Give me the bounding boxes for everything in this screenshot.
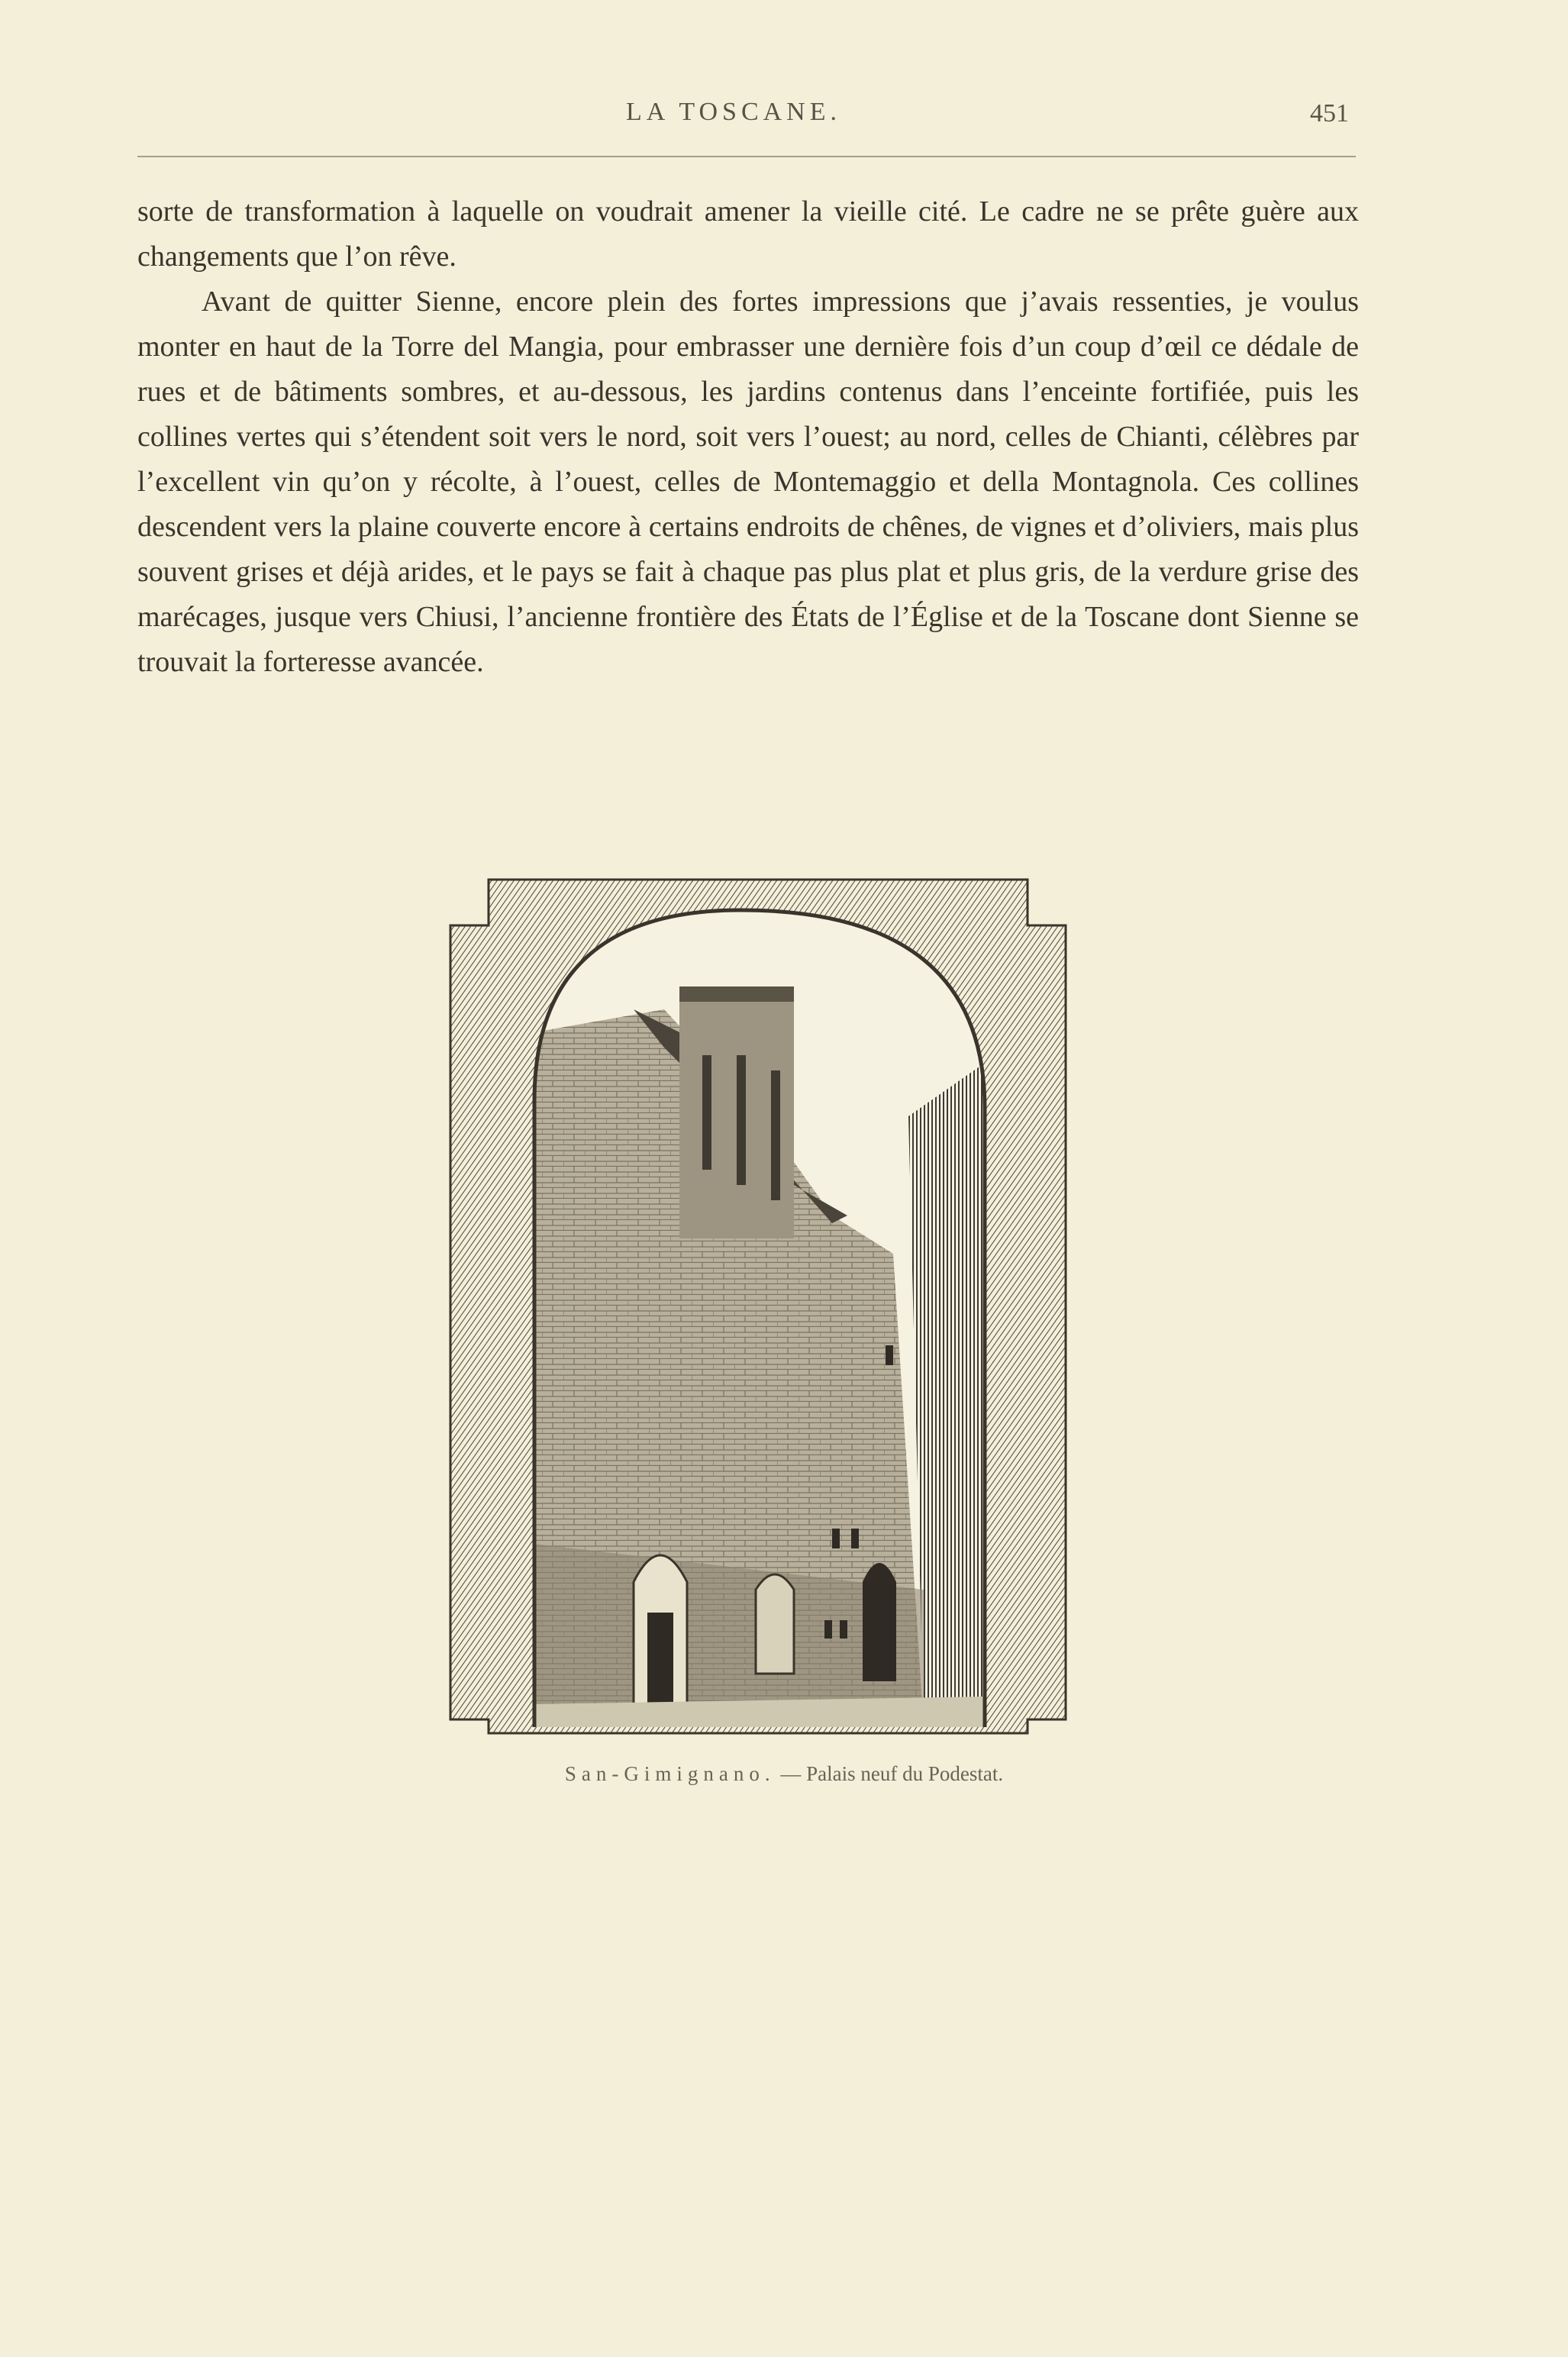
- paragraph-continued: sorte de transformation à laquelle on voudrait amener la vieille cité. Le cadre ne se prête guère aux changements que l’on rêve.: [137, 195, 1359, 273]
- page-number: 451: [1310, 99, 1349, 128]
- engraving-figure: [435, 857, 1081, 1735]
- body-text: [137, 189, 1359, 685]
- caption-place: San-Gimignano.: [564, 1762, 776, 1785]
- header-rule: [137, 156, 1356, 157]
- caption-text: Palais neuf du Podestat.: [806, 1762, 1004, 1785]
- paragraph-sienne: Avant de quitter Sienne, encore plein des fortes impressions que j’avais ressenties, je voulus monter en haut de la Torre del Mangia, pour embrasser une dernière fois d’un coup d’œil ce dédale de rues et de bâtiments sombres, et au-dessous, les jardins contenus dans l’enceinte fortifiée, puis les collines vertes qui s’étendent soit vers le nord, soit vers l’ouest; au nord, celles de Chianti, célèbres par l’excellent vin qu’on y récolte, à l’ouest, celles de Montemaggio et della Montagnola. Ces collines descendent vers la plaine couverte encore à certains endroits de chênes, de vignes et d’oliviers, mais plus souvent grises et déjà arides, et le pays se fait à chaque pas plus plat et plus gris, de la verdure grise des marécages, jusque vers Chiusi, l’ancienne frontière des États de l’Église et de la Toscane dont Sienne se trouvait la forteresse avancée.: [137, 286, 1359, 678]
- running-head: [0, 92, 1568, 137]
- engraving-illustration: [435, 857, 1081, 1735]
- caption-separator: —: [780, 1762, 802, 1785]
- running-title: LA TOSCANE.: [626, 98, 842, 126]
- figure-caption: [0, 1762, 1568, 1786]
